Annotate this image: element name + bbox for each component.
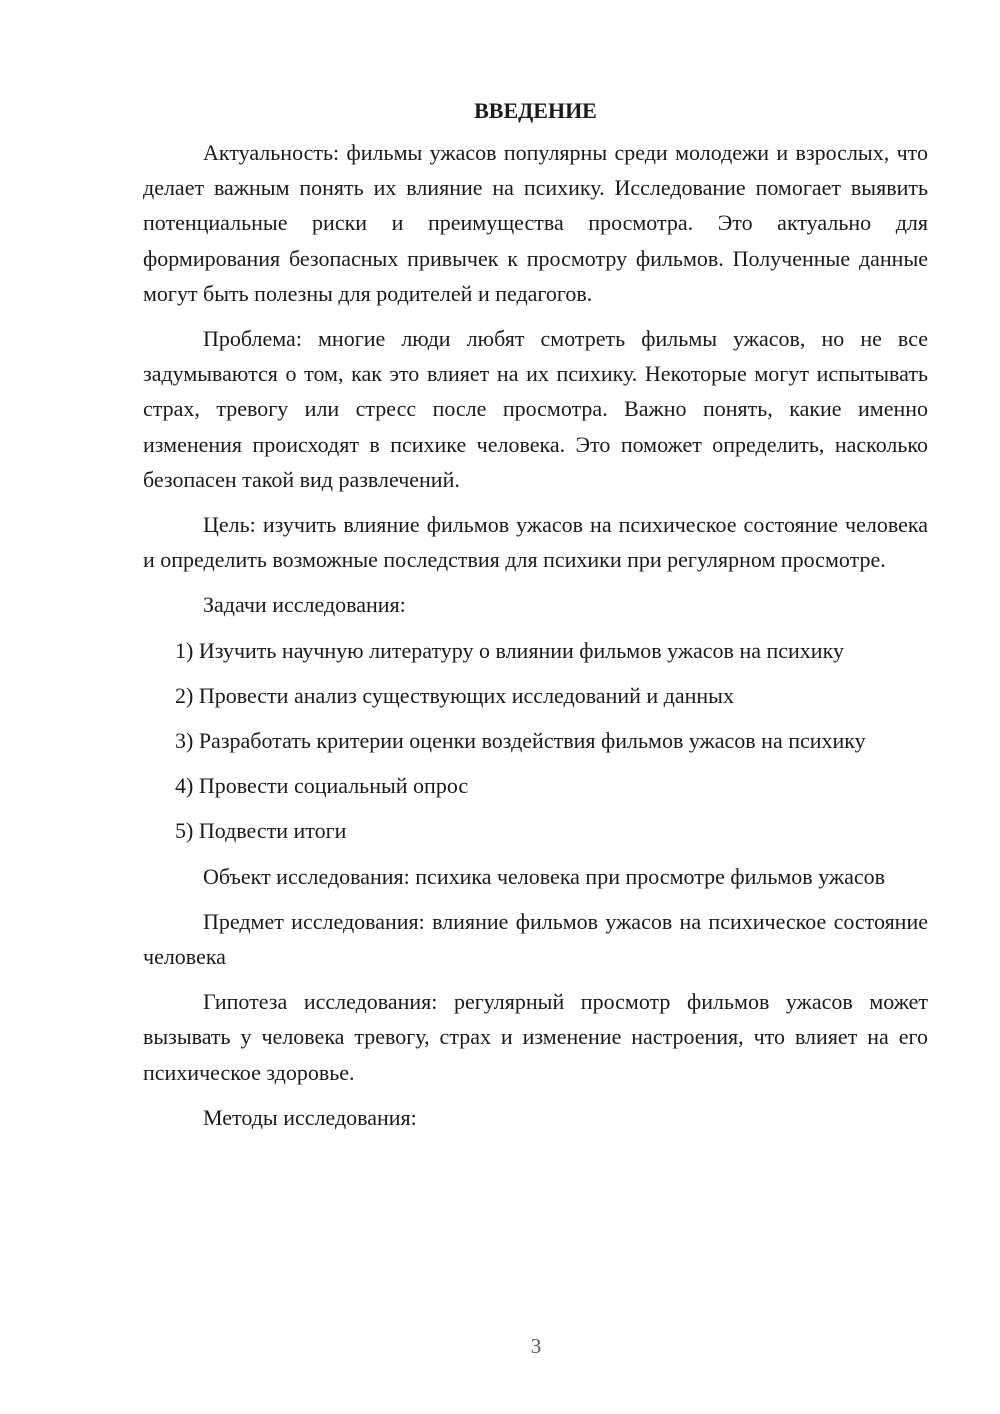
document-page bbox=[143, 96, 928, 1145]
list-item: 2) Провести анализ существующих исследований и данных bbox=[175, 682, 734, 708]
page-number: 3 bbox=[530, 1334, 542, 1358]
list-item: 5) Подвести итоги bbox=[175, 818, 347, 844]
paragraph-goal: Цель: изучить влияние фильмов ужасов на психическое состояние человека и определить возможные последствия для психики при регулярном просмотре. bbox=[143, 512, 928, 573]
paragraph-tasks-heading: Задачи исследования: bbox=[203, 592, 406, 618]
paragraph-methods: Методы исследования: bbox=[203, 1104, 417, 1130]
paragraph-relevance: Актуальность: фильмы ужасов популярны среди молодежи и взрослых, что делает важным понять их влияние на психику. Исследование помогает выявить потенциальные риски и преимущества просмотра. Это актуально для формирования безопасных привычек к просмотру фильмов. Полученные данные могут быть полезны для родителей и педагогов. bbox=[143, 140, 928, 306]
paragraph-subject: Предмет исследования: влияние фильмов ужасов на психическое состояние человека bbox=[143, 908, 928, 970]
paragraph-hypothesis: Гипотеза исследования: регулярный просмотр фильмов ужасов может вызывать у человека тревогу, страх и изменение настроения, что влияет на его психическое здоровье. bbox=[143, 989, 928, 1085]
list-item: 4) Провести социальный опрос bbox=[175, 773, 469, 799]
list-item: 1) Изучить научную литературу о влиянии фильмов ужасов на психику bbox=[175, 637, 844, 663]
paragraph-problem: Проблема: многие люди любят смотреть фильмы ужасов, но не все задумываются о том, как это влияет на их психику. Некоторые могут испытывать страх, тревогу или стресс после просмотра. Важно понять, какие именно изменения происходят в психике человека. Это поможет определить, насколько безопасен такой вид развлечений. bbox=[143, 326, 928, 492]
paragraph-object: Объект исследования: психика человека при просмотре фильмов ужасов bbox=[203, 863, 886, 889]
page-title: ВВЕДЕНИЕ bbox=[474, 98, 597, 123]
list-item: 3) Разработать критерии оценки воздействия фильмов ужасов на психику bbox=[175, 728, 866, 754]
